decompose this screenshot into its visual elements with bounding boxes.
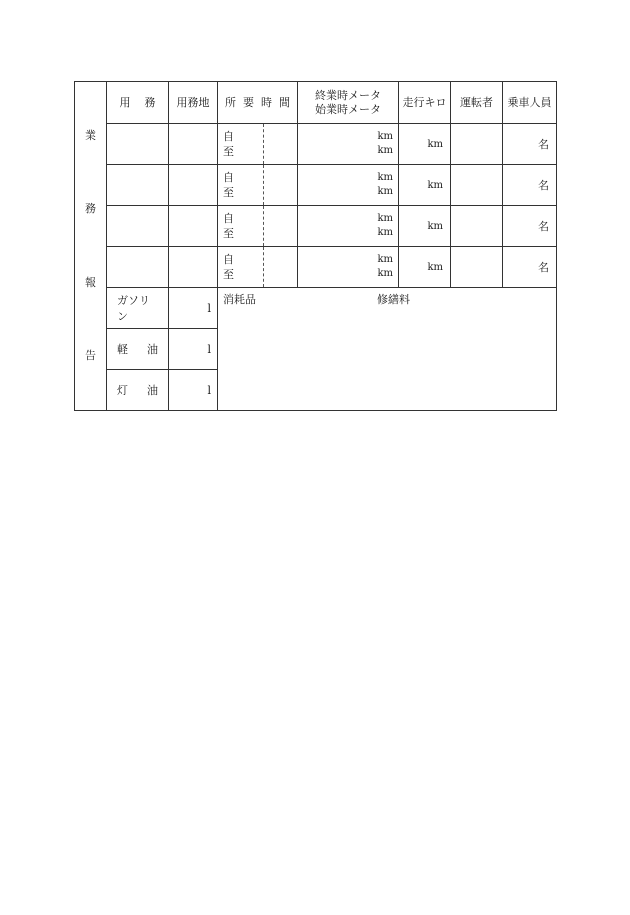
fuel-name-diesel: 軽 油	[107, 329, 169, 370]
meter-cell[interactable]	[298, 165, 399, 206]
time-from-label: 自	[223, 253, 234, 266]
side-label-cell	[75, 82, 107, 411]
header-meter-start: 始業時メータ	[315, 102, 381, 116]
side-char: 務	[85, 202, 96, 216]
time-cell[interactable]	[218, 206, 298, 247]
meter-start-unit: km	[377, 186, 393, 197]
fuel-qty-gasoline[interactable]	[169, 288, 218, 329]
time-cell[interactable]	[218, 165, 298, 206]
meter-start-unit: km	[377, 145, 393, 156]
driver-cell[interactable]	[451, 124, 503, 165]
meter-end-unit: km	[377, 213, 393, 224]
passengers-cell[interactable]	[503, 165, 557, 206]
fuel-row-gasoline	[75, 288, 557, 329]
business-report-form	[74, 81, 556, 407]
table-row	[75, 124, 557, 165]
meter-end-unit: km	[377, 172, 393, 183]
fuel-qty-kerosene[interactable]	[169, 370, 218, 411]
distance-unit: km	[427, 261, 443, 273]
meter-start-unit: km	[377, 268, 393, 279]
youmu-cell[interactable]	[107, 165, 169, 206]
header-youmu: 用 務	[107, 82, 169, 124]
youmuchi-cell[interactable]	[169, 165, 218, 206]
fuel-qty-diesel[interactable]	[169, 329, 218, 370]
side-char: 告	[85, 348, 96, 362]
distance-cell[interactable]	[399, 247, 451, 288]
youmuchi-cell[interactable]	[169, 206, 218, 247]
notes-cell[interactable]	[218, 288, 557, 411]
meter-cell[interactable]	[298, 124, 399, 165]
passengers-unit: 名	[538, 261, 549, 274]
header-meter-end: 終業時メータ	[315, 88, 381, 102]
time-from-label: 自	[223, 212, 234, 225]
time-from-label: 自	[223, 130, 234, 143]
meter-cell[interactable]	[298, 206, 399, 247]
time-cell[interactable]	[218, 124, 298, 165]
header-driver: 運転者	[451, 82, 503, 124]
fuel-unit: l	[207, 301, 211, 315]
header-row	[75, 82, 557, 124]
time-cell[interactable]	[218, 247, 298, 288]
driver-cell[interactable]	[451, 247, 503, 288]
youmu-cell[interactable]	[107, 247, 169, 288]
time-from-label: 自	[223, 171, 234, 184]
youmu-cell[interactable]	[107, 124, 169, 165]
passengers-cell[interactable]	[503, 206, 557, 247]
time-to-label: 至	[223, 186, 234, 199]
time-to-label: 至	[223, 268, 234, 281]
fuel-unit: l	[207, 342, 211, 356]
header-passengers: 乗車人員	[503, 82, 557, 124]
distance-cell[interactable]	[399, 206, 451, 247]
youmu-cell[interactable]	[107, 206, 169, 247]
header-required-time: 所 要 時 間	[218, 82, 298, 124]
passengers-unit: 名	[538, 179, 549, 192]
table-row	[75, 165, 557, 206]
distance-cell[interactable]	[399, 124, 451, 165]
time-to-label: 至	[223, 145, 234, 158]
consumables-label: 消耗品	[223, 293, 256, 306]
table-row	[75, 206, 557, 247]
meter-end-unit: km	[377, 131, 393, 142]
meter-cell[interactable]	[298, 247, 399, 288]
passengers-cell[interactable]	[503, 124, 557, 165]
header-youmuchi: 用務地	[169, 82, 218, 124]
header-meter	[298, 82, 399, 124]
repair-label: 修繕料	[377, 293, 410, 306]
meter-end-unit: km	[377, 254, 393, 265]
header-distance: 走行キロ	[399, 82, 451, 124]
youmuchi-cell[interactable]	[169, 247, 218, 288]
report-table	[74, 81, 557, 411]
meter-start-unit: km	[377, 227, 393, 238]
side-char: 業	[85, 129, 96, 142]
driver-cell[interactable]	[451, 165, 503, 206]
fuel-name-gasoline: ガソリン	[107, 288, 169, 329]
table-row	[75, 247, 557, 288]
distance-cell[interactable]	[399, 165, 451, 206]
side-char: 報	[85, 275, 96, 289]
passengers-unit: 名	[538, 220, 549, 233]
passengers-unit: 名	[538, 138, 549, 151]
fuel-unit: l	[207, 383, 211, 397]
time-to-label: 至	[223, 227, 234, 240]
fuel-name-kerosene: 灯 油	[107, 370, 169, 411]
distance-unit: km	[427, 220, 443, 232]
distance-unit: km	[427, 179, 443, 191]
driver-cell[interactable]	[451, 206, 503, 247]
passengers-cell[interactable]	[503, 247, 557, 288]
distance-unit: km	[427, 138, 443, 150]
youmuchi-cell[interactable]	[169, 124, 218, 165]
